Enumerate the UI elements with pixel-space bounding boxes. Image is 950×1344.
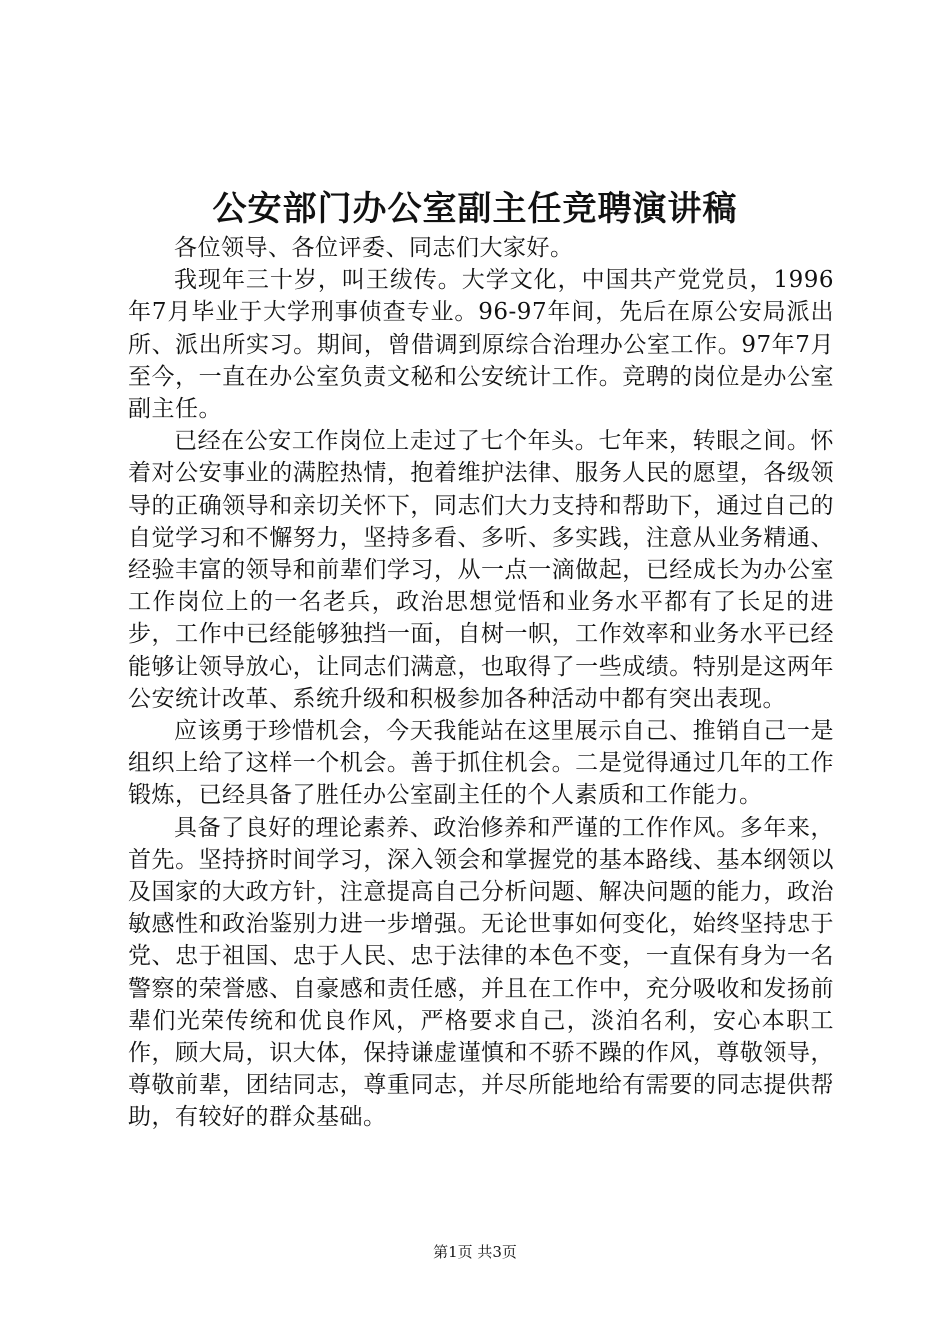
paragraph-qualities: 具备了良好的理论素养、政治修养和严谨的工作作风。多年来，首先。坚持挤时间学习，深入领会和掌握党的基本路线、基本纲领以及国家的大政方针，注意提高自己分析问题、解决问题的能力，政治敏感性和政治鉴别力进一步增强。无论世事如何变化，始终坚持忠于党、忠于祖国、忠于人民、忠于法律的本色不变，一直保有身为一名警察的荣誉感、自豪感和责任感，并且在工作中，充分吸收和发扬前辈们光荣传统和优良作风，严格要求自己，淡泊名利，安心本职工作，顾大局，识大体，保持谦虚谨慎和不骄不躁的作风，尊敬领导，尊敬前辈，团结同志，尊重同志，并尽所能地给有需要的同志提供帮助，有较好的群众基础。 [128,814,834,1131]
document-body [128,232,834,1134]
document-title: 公安部门办公室副主任竞聘演讲稿 [212,189,738,229]
paragraph-experience: 已经在公安工作岗位上走过了七个年头。七年来，转眼之间。怀着对公安事业的满腔热情，抱着维护法律、服务人民的愿望，各级领导的正确领导和亲切关怀下，同志们大力支持和帮助下，通过自己的自觉学习和不懈努力，坚持多看、多听、多实践，注意从业务精通、经验丰富的领导和前辈们学习，从一点一滴做起，已经成长为办公室工作岗位上的一名老兵，政治思想觉悟和业务水平都有了长足的进步，工作中已经能够独挡一面，自树一帜，工作效率和业务水平已经能够让领导放心，让同志们满意，也取得了一些成绩。特别是这两年公安统计改革、系统升级和积极参加各种活动中都有突出表现。 [128,428,834,712]
paragraph-opportunity: 应该勇于珍惜机会，今天我能站在这里展示自己、推销自己一是组织上给了这样一个机会。善于抓住机会。二是觉得通过几年的工作锻炼，已经具备了胜任办公室副主任的个人素质和工作能力。 [128,718,834,809]
page-number-footer: 第1页 共3页 [433,1243,517,1261]
paragraph-greeting: 各位领导、各位评委、同志们大家好。 [174,235,574,261]
paragraph-introduction: 我现年三十岁，叫王绂传。大学文化，中国共产党党员，1996年7月毕业于大学刑事侦查专业。96-97年间，先后在原公安局派出所、派出所实习。期间，曾借调到原综合治理办公室工作。97年7月至今，一直在办公室负责文秘和公安统计工作。竞聘的岗位是办公室副主任。 [128,267,834,423]
